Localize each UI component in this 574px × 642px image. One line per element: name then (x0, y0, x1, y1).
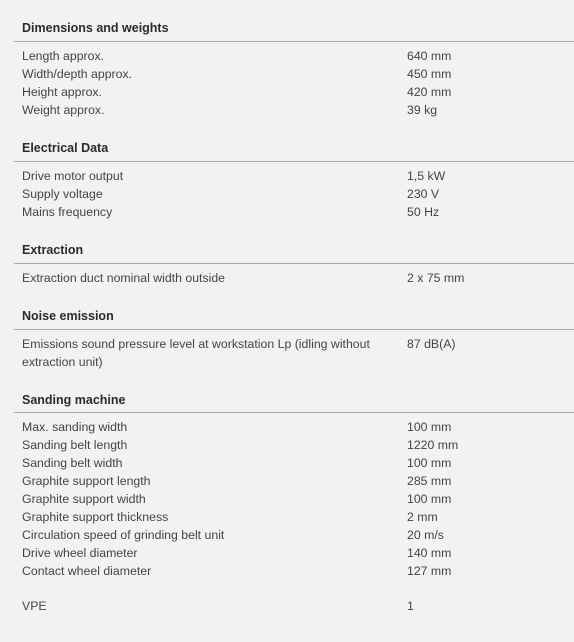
section-divider (14, 263, 574, 264)
spec-label: Graphite support thickness (22, 510, 169, 524)
spec-value: 230 V (407, 187, 440, 201)
spec-label: Sanding belt length (22, 438, 128, 452)
section-divider (14, 412, 574, 413)
spec-value: 140 mm (407, 546, 452, 560)
section-title: Electrical Data (22, 141, 109, 155)
spec-value: 285 mm (407, 474, 452, 488)
spec-label: Drive motor output (22, 169, 124, 183)
vpe-label: VPE (22, 599, 47, 613)
spec-value: 450 mm (407, 67, 452, 81)
spec-value: 2 x 75 mm (407, 271, 465, 285)
spec-label: Weight approx. (22, 103, 105, 117)
spec-label: Sanding belt width (22, 456, 123, 470)
spec-label: Width/depth approx. (22, 67, 133, 81)
spec-label: Emissions sound pressure level at workstation Lp (idling without extraction unit) (22, 337, 370, 369)
spec-value: 1220 mm (407, 438, 459, 452)
spec-value: 87 dB(A) (407, 337, 456, 351)
spec-value: 100 mm (407, 492, 452, 506)
section-divider (14, 329, 574, 330)
spec-label: Contact wheel diameter (22, 564, 152, 578)
spec-label: Graphite support length (22, 474, 151, 488)
spec-value: 1,5 kW (407, 169, 446, 183)
vpe-value: 1 (407, 599, 414, 613)
section-title: Sanding machine (22, 393, 126, 407)
section-title: Extraction (22, 243, 84, 257)
spec-label: Mains frequency (22, 205, 113, 219)
spec-label: Max. sanding width (22, 420, 128, 434)
spec-value: 39 kg (407, 103, 438, 117)
section-title: Dimensions and weights (22, 21, 169, 35)
spec-value: 50 Hz (407, 205, 440, 219)
spec-value: 127 mm (407, 564, 452, 578)
spec-value: 640 mm (407, 49, 452, 63)
spec-value: 2 mm (407, 510, 438, 524)
spec-label: Drive wheel diameter (22, 546, 138, 560)
spec-value: 100 mm (407, 456, 452, 470)
spec-label: Graphite support width (22, 492, 146, 506)
section-divider (14, 161, 574, 162)
spec-label: Height approx. (22, 85, 102, 99)
section-divider (14, 41, 574, 42)
spec-label: Length approx. (22, 49, 105, 63)
spec-value: 100 mm (407, 420, 452, 434)
section-title: Noise emission (22, 309, 114, 323)
spec-value: 20 m/s (407, 528, 444, 542)
spec-value: 420 mm (407, 85, 452, 99)
spec-label: Extraction duct nominal width outside (22, 271, 226, 285)
spec-label: Supply voltage (22, 187, 103, 201)
spec-label: Circulation speed of grinding belt unit (22, 528, 225, 542)
